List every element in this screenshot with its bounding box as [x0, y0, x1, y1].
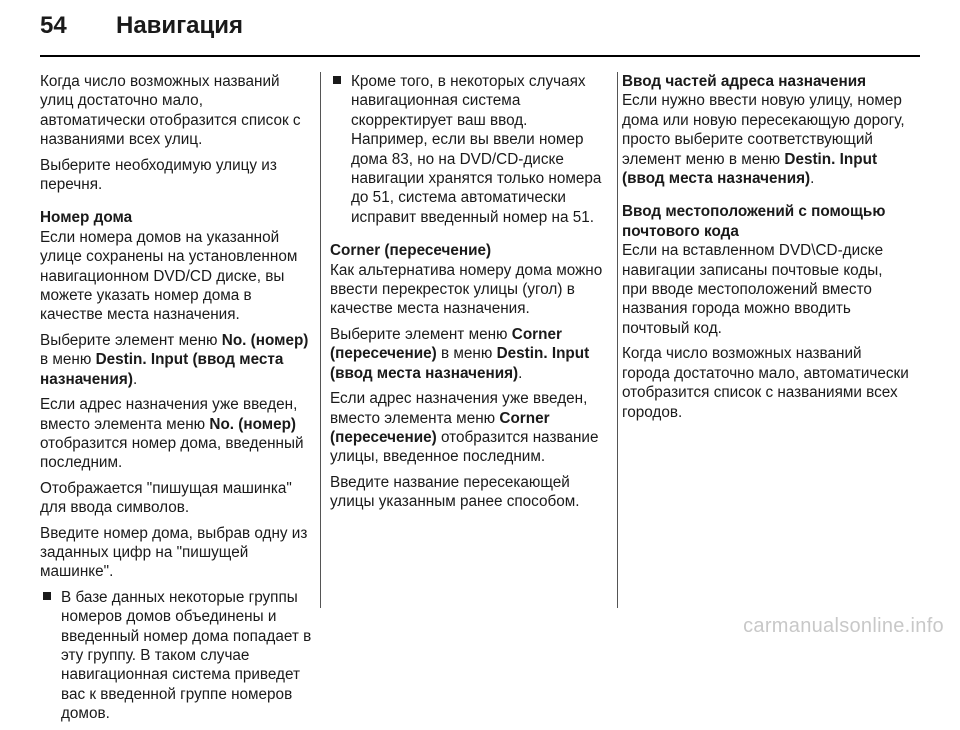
text: .: [810, 170, 815, 188]
paragraph: Когда число возможных названий города достаточно мало, автоматически отобразится список с названиями всех городов.: [622, 345, 909, 421]
menu-item-ref: No. (номер): [209, 415, 297, 433]
text: в меню: [436, 345, 497, 363]
text: в меню: [40, 351, 96, 369]
column-right: [622, 72, 912, 428]
paragraph: [40, 331, 312, 389]
section-heading: Номер дома: [40, 209, 133, 227]
text: .: [132, 370, 138, 388]
paragraph: Если на вставленном DVD\CD-диске навигации записаны почтовые коды, при вводе местоположений вместо названия города можно вводить почтовый код.: [622, 242, 884, 337]
menu-ref: Destin. Input (ввод места назначения): [40, 351, 284, 388]
column-divider: [320, 72, 321, 608]
page-number: 54: [40, 12, 67, 39]
text: .: [518, 364, 523, 382]
bullet-text: В базе данных некоторые группы номеров домов объединены и введенный номер дома попадает в эту группу. В таком случае навигационная система приведет вас к введенной группе номеров домов.: [61, 588, 312, 723]
column-divider: [617, 72, 618, 608]
menu-item-ref: Corner (пересечение): [330, 325, 562, 363]
bullet-item: [330, 72, 608, 227]
paragraph: Отображается "пишущая машинка" для ввода символов.: [40, 479, 292, 517]
menu-item-ref: No. (номер): [221, 331, 309, 349]
text: Если адрес назначения уже введен, вместо элемента меню: [40, 396, 298, 433]
text: Выберите элемент меню: [330, 325, 512, 343]
square-bullet-icon: [43, 592, 51, 600]
bullet-item: [40, 588, 312, 724]
page-title: Навигация: [116, 12, 244, 39]
column-middle: [330, 72, 608, 518]
paragraph: Введите номер дома, выбрав одну из заданных цифр на "пишущей машинке".: [40, 524, 308, 581]
paragraph: Выберите необходимую улицу из перечня.: [40, 156, 277, 194]
text: Если адрес назначения уже введен, вместо элемента меню: [330, 390, 588, 427]
section-heading: Corner (пересечение): [330, 242, 492, 260]
section-heading: Ввод местоположений с помощью почтового кода: [622, 203, 886, 240]
paragraph: Если номера домов на указанной улице сохранены на установленном навигационном DVD/CD диске, вы можете указать номер дома в качестве места назначения.: [40, 228, 298, 324]
menu-ref: Destin. Input (ввод места назначения): [622, 150, 878, 188]
column-left: [40, 72, 312, 730]
watermark: carmanualsonline.info: [743, 615, 944, 637]
paragraph: Введите название пересекающей улицы указанным ранее способом.: [330, 473, 580, 511]
paragraph: [330, 389, 608, 467]
menu-ref: Destin. Input (ввод места назначения): [330, 345, 590, 382]
header-rule: [40, 55, 920, 57]
square-bullet-icon: [333, 76, 341, 84]
section-heading: Ввод частей адреса назначения: [622, 73, 867, 90]
menu-item-ref: Corner (пересечение): [330, 409, 550, 446]
text: отобразится номер дома, введенный последним.: [40, 434, 304, 472]
text: Если нужно ввести новую улицу, номер дома или новую пересекающую дорогу, просто выберите соответствующий элемент меню в меню: [622, 92, 905, 168]
paragraph: [40, 395, 312, 473]
text: Выберите элемент меню: [40, 331, 222, 349]
bullet-text: Кроме того, в некоторых случаях навигационная система скорректирует ваш ввод. Например, если вы ввели номер дома 83, но на DVD/CD-диске навигации хранятся только номера до 51, система автоматически исправит введенный номер на 51.: [351, 73, 602, 226]
paragraph: [330, 325, 608, 383]
paragraph: Когда число возможных названий улиц достаточно мало, автоматически отобразится список с названиями всех улиц.: [40, 73, 301, 149]
paragraph: [622, 91, 912, 188]
text: отобразится название улицы, введенное последним.: [330, 428, 599, 466]
paragraph: Как альтернатива номеру дома можно ввести перекресток улицы (угол) в качестве места назначения.: [330, 261, 603, 318]
